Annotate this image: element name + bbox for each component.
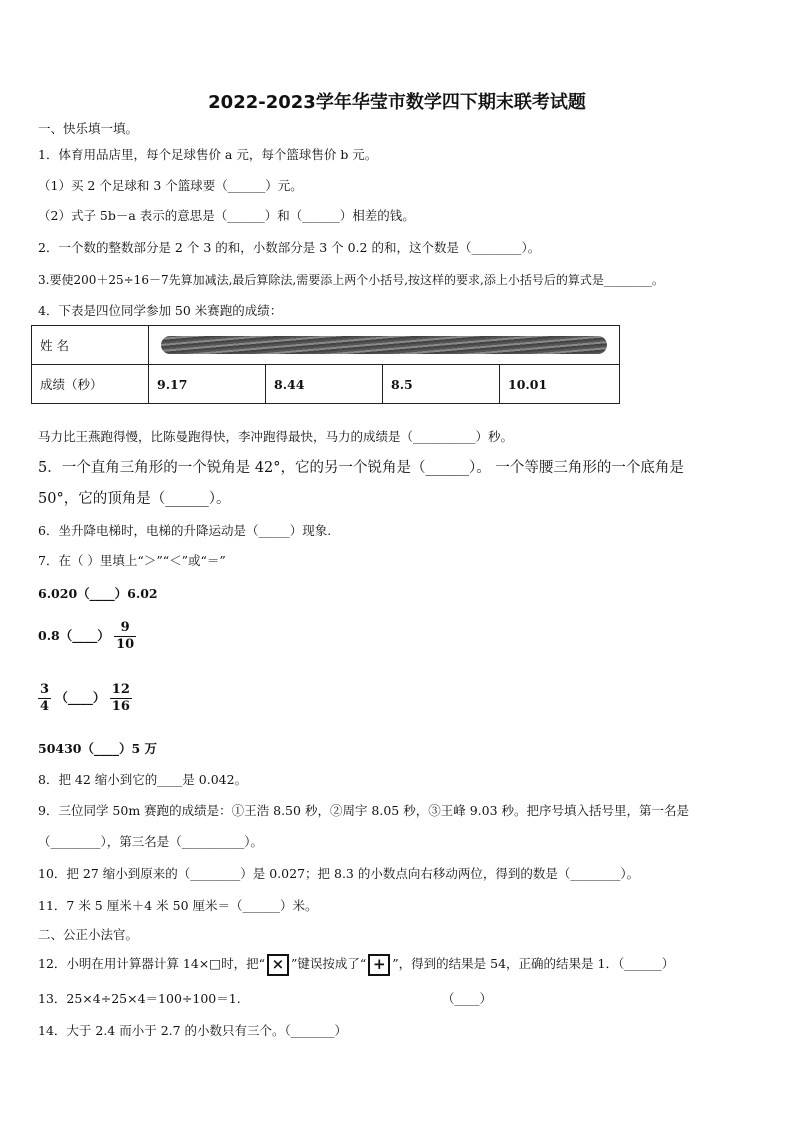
question-7-c	[38, 682, 132, 715]
question-6: 6．坐升降电梯时，电梯的升降运动是（_____）现象.	[38, 523, 332, 538]
question-7-b	[38, 620, 136, 653]
q12-text-pre: 12．小明在用计算器计算 14×□时，把“	[38, 956, 265, 971]
question-7-d: 50430（____）5 万	[38, 741, 158, 756]
q12-text-post: ”，得到的结果是 54，正确的结果是 1．（______）	[392, 956, 675, 971]
multiply-key-icon: ×	[267, 954, 289, 976]
section-heading-judge: 二、公正小法官。	[38, 927, 139, 942]
question-11: 11．7 米 5 厘米＋4 米 50 厘米＝（______）米。	[38, 898, 318, 913]
denominator: 16	[111, 699, 130, 714]
q7c-blank: （____）	[55, 690, 106, 705]
fraction	[114, 620, 136, 653]
score-header-cell: 成绩（秒）	[32, 365, 149, 404]
question-7: 7．在（ ）里填上“＞”“＜”或“＝”	[38, 553, 226, 568]
q12-text-mid: ”键误按成了“	[290, 956, 367, 971]
q7b-left: 0.8（____）	[38, 628, 110, 643]
question-1: 1．体育用品店里，每个足球售价 a 元，每个篮球售价 b 元。	[38, 147, 378, 162]
section-heading-fill-in: 一、快乐填一填。	[38, 121, 139, 136]
question-9-line-1: 9．三位同学 50m 赛跑的成绩是：①王浩 8.50 秒，②周宇 8.05 秒，③王峰 9.03 秒。把序号填入括号里，第一名是	[38, 803, 689, 818]
question-4: 4．下表是四位同学参加 50 米赛跑的成绩：	[38, 303, 283, 318]
question-1-part-2: （2）式子 5b－a 表示的意思是（______）和（______）相差的钱。	[38, 208, 415, 223]
plus-key-icon: +	[368, 954, 390, 976]
question-8: 8．把 42 缩小到它的____是 0.042。	[38, 772, 248, 787]
question-7-a: 6.020（____）6.02	[38, 586, 158, 601]
table-row	[32, 326, 620, 365]
names-cell-obscured	[149, 326, 620, 365]
score-table	[31, 325, 620, 404]
name-header-cell: 姓 名	[32, 326, 149, 365]
score-cell: 9.17	[149, 365, 266, 404]
question-14: 14．大于 2.4 而小于 2.7 的小数只有三个。（_______）	[38, 1023, 348, 1038]
question-12	[38, 952, 674, 976]
table-row	[32, 365, 620, 404]
score-cell: 8.44	[266, 365, 383, 404]
denominator: 10	[116, 637, 135, 652]
scribble-mark	[161, 336, 607, 354]
score-cell: 10.01	[500, 365, 620, 404]
fraction	[110, 682, 132, 715]
page-title: 2022-2023学年华莹市数学四下期末联考试题	[208, 92, 586, 113]
question-5-line-2: 50°，它的顶角是（______）。	[38, 491, 231, 507]
denominator: 4	[40, 699, 50, 714]
question-5-line-1: 5．一个直角三角形的一个锐角是 42°，它的另一个锐角是（______）。 一个等腰三角形的一个底角是	[38, 460, 684, 476]
question-13: 13．25×4÷25×4＝100÷100＝1.	[38, 991, 241, 1006]
question-2: 2．一个数的整数部分是 2 个 3 的和，小数部分是 3 个 0.2 的和，这个数是（________）。	[38, 240, 541, 255]
question-1-part-1: （1）买 2 个足球和 3 个篮球要（______）元。	[38, 178, 303, 193]
numerator: 12	[111, 682, 130, 697]
score-cell: 8.5	[383, 365, 500, 404]
question-13-blank: （____）	[442, 991, 493, 1006]
question-4-followup: 马力比王燕跑得慢，比陈曼跑得快，李冲跑得最快，马力的成绩是（__________）秒。	[38, 429, 514, 444]
numerator: 3	[40, 682, 50, 697]
fraction	[38, 682, 51, 715]
numerator: 9	[120, 620, 130, 635]
question-9-line-2: （________），第三名是（__________）。	[38, 834, 264, 849]
question-10: 10．把 27 缩小到原来的（________）是 0.027；把 8.3 的小数点向右移动两位，得到的数是（________）。	[38, 866, 640, 881]
question-3: 3.要使200＋25÷16－7先算加减法,最后算除法,需要添上两个小括号,按这样的要求,添上小括号后的算式是________。	[38, 273, 664, 287]
